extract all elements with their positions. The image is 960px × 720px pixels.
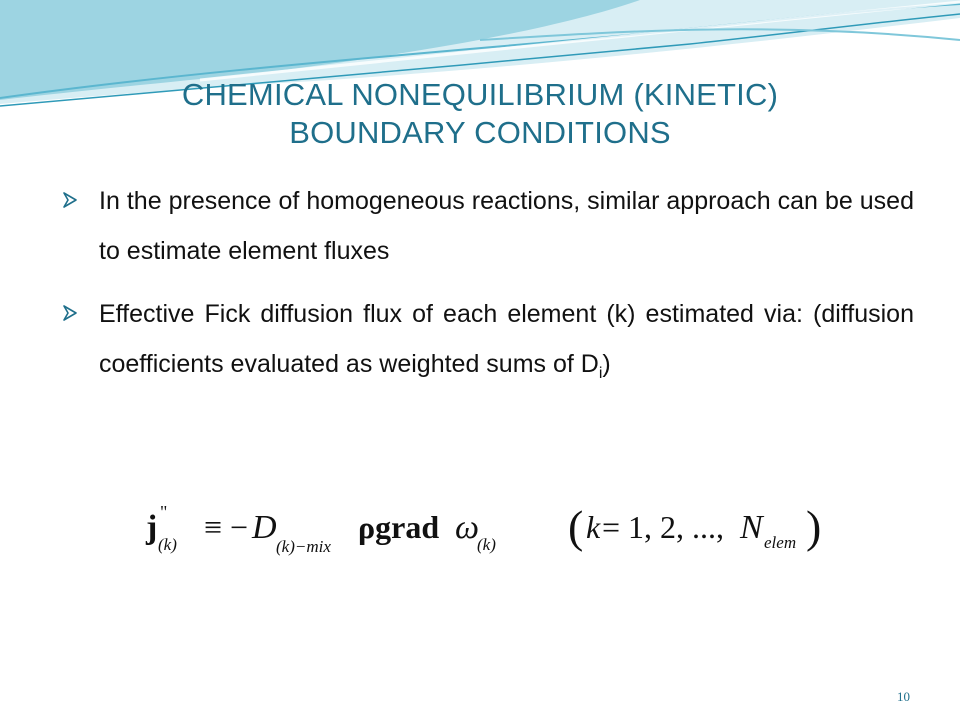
bullet-text-2-end: ) bbox=[602, 350, 611, 378]
formula-rho-grad: ρgrad bbox=[358, 509, 440, 545]
slide-title bbox=[60, 76, 900, 152]
formula-range-close: ) bbox=[806, 501, 822, 552]
bullet-text-1: In the presence of homogeneous reactions, similar approach can be used to estimate element fluxes bbox=[99, 187, 914, 265]
bullet-text-2-subscript: i bbox=[598, 365, 603, 382]
formula-D: D bbox=[252, 509, 277, 546]
page-number: 10 bbox=[897, 689, 910, 704]
formula-range-open: ( bbox=[568, 501, 584, 552]
title-line-1: CHEMICAL NONEQUILIBRIUM (KINETIC) bbox=[181, 77, 779, 112]
formula-j-subscript: (k) bbox=[158, 535, 177, 554]
formula-equiv-minus: ≡ − bbox=[204, 509, 249, 545]
bullet-text-2-main: Effective Fick diffusion flux of each element (k) estimated via: (diffusion coefficients evaluated as weighted sums of D bbox=[99, 300, 914, 378]
bullet-item-2 bbox=[62, 289, 914, 399]
bullet-item-1 bbox=[62, 176, 914, 276]
formula-omega-subscript: (k) bbox=[477, 535, 496, 554]
arrow-bullet-icon bbox=[62, 305, 78, 321]
formula-k: k bbox=[586, 509, 601, 545]
bullet-list bbox=[62, 176, 914, 412]
bullet-text-2 bbox=[99, 289, 914, 399]
title-line-2: BOUNDARY CONDITIONS bbox=[289, 115, 671, 150]
formula-double-prime: " bbox=[160, 502, 168, 522]
formula-D-subscript: (k)−mix bbox=[276, 537, 331, 556]
arrow-bullet-icon bbox=[62, 192, 78, 208]
formula-range-values: = 1, 2, ..., bbox=[602, 509, 725, 545]
formula-j: j bbox=[146, 509, 158, 546]
formula-N: N bbox=[740, 509, 763, 546]
element-flux-formula bbox=[140, 494, 840, 564]
formula-omega: ω bbox=[455, 509, 480, 546]
formula-N-subscript: elem bbox=[764, 533, 797, 552]
